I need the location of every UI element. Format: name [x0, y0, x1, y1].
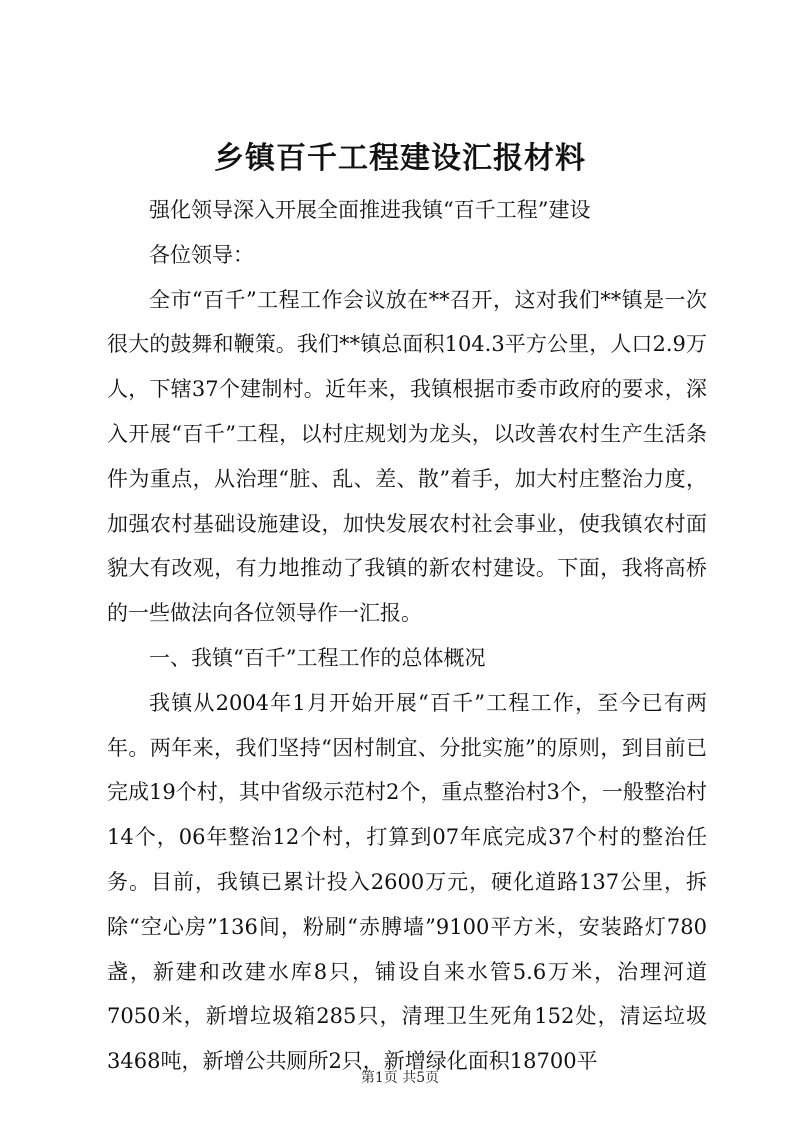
document-body: [107, 188, 707, 1084]
body-paragraph: 全市“百千”工程工作会议放在**召开，这对我们**镇是一次很大的鼓舞和鞭策。我们**镇总面积104.3平方公里，人口2.9万人，下辖37个建制村。近年来，我镇根据市委市政府的要求，深入开展“百千”工程，以村庄规划为龙头，以改善农村生产生活条件为重点，从治理“脏、乱、差、散”着手，加大村庄整治力度，加强农村基础设施建设，加快发展农村社会事业，使我镇农村面貌大有改观，有力地推动了我镇的新农村建设。下面，我将高桥的一些做法向各位领导作一汇报。: [107, 287, 707, 626]
document-subtitle: 强化领导深入开展全面推进我镇“百千工程”建设: [149, 198, 591, 222]
section-heading: 一、我镇“百千”工程工作的总体概况: [149, 645, 486, 670]
body-paragraph: 我镇从2004年1月开始开展“百千”工程工作，至今已有两年。两年来，我们坚持“因村制宜、分批实施”的原则，到目前已完成19个村，其中省级示范村2个，重点整治村3个，一般整治村14个，06年整治12个村，打算到07年底完成37个村的整治任务。目前，我镇已累计投入2600万元，硬化道路137公里，拆除“空心房”136间，粉刷“赤膊墙”9100平方米，安装路灯780盏，新建和改建水库8只，铺设自来水管5.6万米，治理河道7050米，新增垃圾箱285只，清理卫生死角152处，清运垃圾3468吨，新增公共厕所2只，新增绿化面积18700平: [107, 690, 707, 1074]
salutation: 各位领导：: [149, 242, 254, 267]
page-footer: 第1页 共5页: [360, 1070, 440, 1086]
document-title: 乡镇百千工程建设汇报材料: [214, 141, 586, 176]
